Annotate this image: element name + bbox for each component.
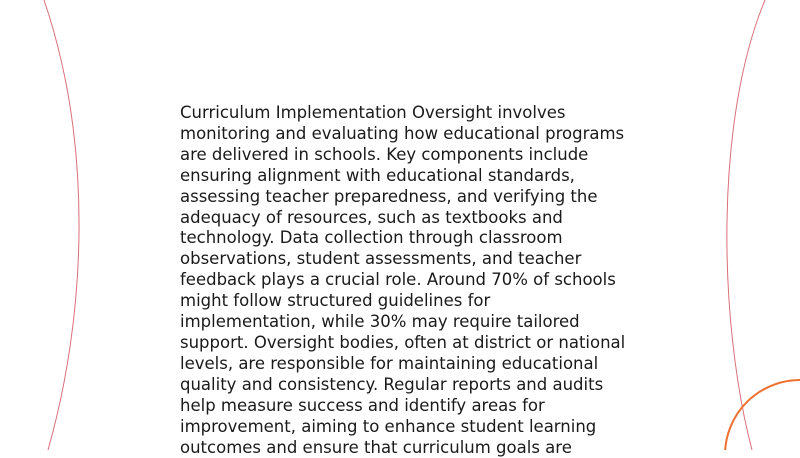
right-curve-line bbox=[727, 0, 765, 450]
slide-body-text: Curriculum Implementation Oversight involves monitoring and evaluating how educational programs are delivered in schools. Key components include ensuring alignment with educational standards, assessing teacher preparedness, and verifying the adequacy of resources, such as textbooks and technology. Data collection through classroom observations, student assessments, and teacher feedback plays a crucial role. Around 70% of schools might follow structured guidelines for implementation, while 30% may require tailored support. Oversight bodies, often at district or national levels, are responsible for maintaining educational quality and consistency. Regular reports and audits help measure success and identify areas for improvement, aiming to enhance student learning outcomes and ensure that curriculum goals are bbox=[180, 103, 626, 457]
left-curve-line bbox=[44, 0, 79, 450]
orange-accent-arc bbox=[725, 380, 800, 450]
